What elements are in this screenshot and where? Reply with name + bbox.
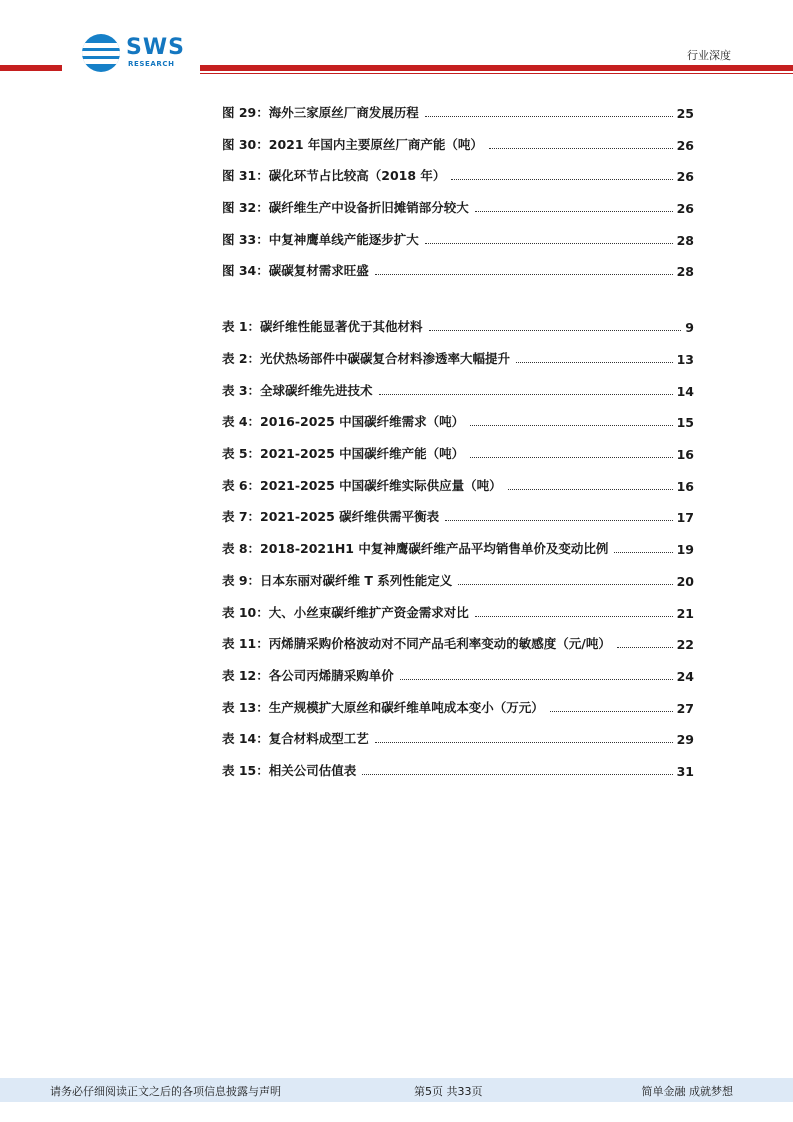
toc-leader [614,551,672,553]
toc-entry-label: 表 14：复合材料成型工艺 [222,731,369,746]
toc-entry[interactable] [222,664,694,684]
toc-leader [425,115,673,117]
toc-leader [375,741,673,743]
toc-entry-page: 28 [676,264,694,279]
toc-leader [445,519,672,521]
header-rule-thin [200,73,793,74]
toc-leader [451,178,672,180]
toc-entry-page: 28 [676,233,694,248]
toc-leader [617,646,673,648]
toc-entry[interactable] [222,101,694,121]
toc-entry-label: 表 8：2018-2021H1 中复神鹰碳纤维产品平均销售单价及变动比例 [222,541,609,556]
toc-leader [475,615,673,617]
toc-leader [400,678,673,680]
sws-logo-icon [82,34,120,72]
toc-entry[interactable] [222,315,694,335]
footer-page-number: 第5页 共33页 [414,1085,483,1098]
toc-leader [429,329,682,331]
toc-entry[interactable] [222,442,694,462]
page-footer [0,1078,793,1102]
toc-entry-page: 21 [676,606,694,621]
toc-entry-label: 表 13：生产规模扩大原丝和碳纤维单吨成本变小（万元） [222,700,544,715]
toc-entry-label: 表 3：全球碳纤维先进技术 [222,383,373,398]
toc-entry-page: 16 [676,479,694,494]
toc-entry-label: 表 1：碳纤维性能显著优于其他材料 [222,319,423,334]
toc-entry-label: 图 32：碳纤维生产中设备折旧摊销部分较大 [222,200,469,215]
toc-entry[interactable] [222,632,694,652]
toc-entry-page: 29 [676,732,694,747]
toc-entry-page: 27 [676,701,694,716]
toc-entry-label: 表 7：2021-2025 碳纤维供需平衡表 [222,509,440,524]
toc-entry-label: 表 6：2021-2025 中国碳纤维实际供应量（吨） [222,478,502,493]
toc-entry-label: 表 15：相关公司估值表 [222,763,357,778]
toc-entry-page: 13 [676,352,694,367]
toc-entry[interactable] [222,133,694,153]
toc-leader [489,147,673,149]
toc-leader [470,424,672,426]
toc-entry[interactable] [222,759,694,779]
toc-leader [425,242,673,244]
toc-entry-page: 17 [676,510,694,525]
toc-entry[interactable] [222,410,694,430]
toc-entry-page: 26 [676,201,694,216]
toc-entry[interactable] [222,474,694,494]
footer-slogan: 简单金融 成就梦想 [641,1085,733,1098]
toc-entry[interactable] [222,727,694,747]
toc-leader [516,361,673,363]
toc-entry-label: 表 5：2021-2025 中国碳纤维产能（吨） [222,446,465,461]
toc-entry-label: 图 29：海外三家原丝厂商发展历程 [222,105,419,120]
toc-entry-page: 9 [685,320,694,335]
toc-entry[interactable] [222,601,694,621]
toc-entry-page: 24 [676,669,694,684]
toc-leader [470,456,672,458]
toc-entry-page: 22 [676,637,694,652]
report-category: 行业深度 [687,49,731,62]
toc-entry[interactable] [222,164,694,184]
toc-leader [550,710,673,712]
toc-entry-label: 图 34：碳碳复材需求旺盛 [222,263,369,278]
toc-entry-label: 图 31：碳化环节占比较高（2018 年） [222,168,446,183]
toc-leader [362,773,672,775]
toc-entry[interactable] [222,259,694,279]
page-header [0,0,793,80]
toc-entry[interactable] [222,196,694,216]
toc-leader [458,583,672,585]
toc-entry-label: 表 9：日本东丽对碳纤维 T 系列性能定义 [222,573,453,588]
toc-entry-page: 25 [676,106,694,121]
toc-entry-label: 表 2：光伏热场部件中碳碳复合材料渗透率大幅提升 [222,351,511,366]
toc-leader [508,488,673,490]
toc-entry[interactable] [222,696,694,716]
toc-entry[interactable] [222,505,694,525]
toc-entry-page: 14 [676,384,694,399]
toc-entry-label: 表 11：丙烯腈采购价格波动对不同产品毛利率变动的敏感度（元/吨） [222,636,611,651]
toc-entry-page: 26 [676,138,694,153]
toc-entry-label: 表 4：2016-2025 中国碳纤维需求（吨） [222,414,465,429]
toc-entry[interactable] [222,347,694,367]
toc-entry-page: 15 [676,415,694,430]
toc-entry-page: 26 [676,169,694,184]
toc-entry-page: 19 [676,542,694,557]
toc-leader [375,273,673,275]
toc-entry[interactable] [222,537,694,557]
toc-entry-label: 图 30：2021 年国内主要原丝厂商产能（吨） [222,137,483,152]
footer-disclaimer: 请务必仔细阅读正文之后的各项信息披露与声明 [50,1085,281,1098]
toc-entry-page: 31 [676,764,694,779]
logo-subtext: RESEARCH [128,60,175,68]
toc-entry-label: 表 10：大、小丝束碳纤维扩产资金需求对比 [222,605,469,620]
toc-entry-label: 图 33：中复神鹰单线产能逐步扩大 [222,232,419,247]
toc-leader [379,393,673,395]
toc-entry-page: 20 [676,574,694,589]
toc-entry[interactable] [222,569,694,589]
sws-logo [82,34,192,74]
toc-entry-label: 表 12：各公司丙烯腈采购单价 [222,668,394,683]
logo-text: SWS [126,35,185,60]
toc-leader [475,210,673,212]
header-rule-left [0,65,62,71]
toc-entry-page: 16 [676,447,694,462]
toc-entry[interactable] [222,379,694,399]
toc-entry[interactable] [222,228,694,248]
header-rule-right [200,65,793,71]
